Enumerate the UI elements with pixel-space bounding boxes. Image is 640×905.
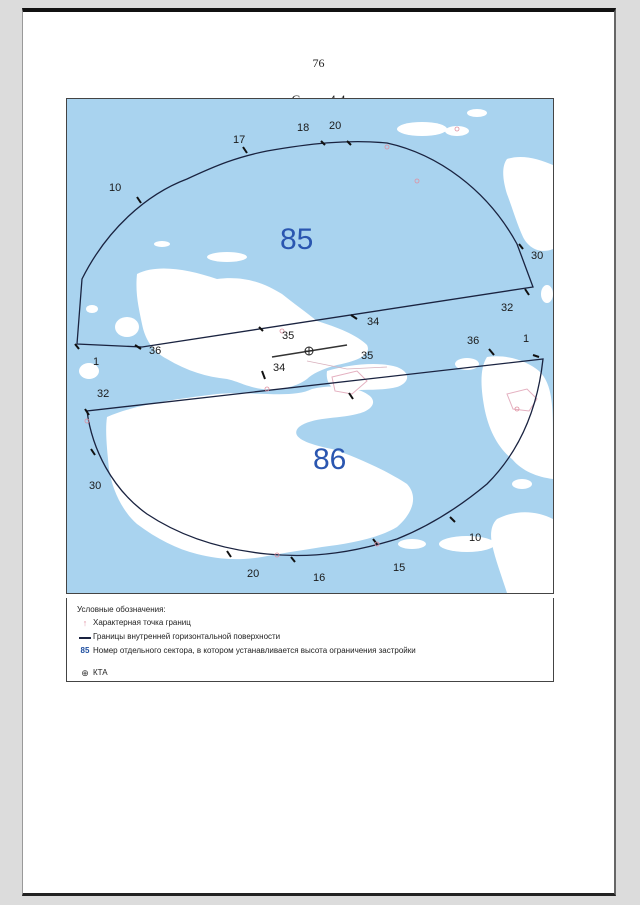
point-label: 1: [523, 333, 530, 345]
islet: [541, 285, 553, 303]
map-legend: [66, 598, 554, 682]
islet: [467, 109, 487, 117]
legend-item-line: [77, 632, 433, 642]
point-label: 30: [89, 480, 102, 492]
islet: [207, 252, 247, 262]
point-label: 18: [297, 122, 310, 134]
map-frame: [66, 98, 554, 594]
islet: [284, 539, 320, 549]
legend-item-text: КТА: [93, 668, 108, 677]
sector-85-label: 85: [280, 223, 314, 256]
point-label: 10: [109, 182, 122, 194]
legend-item-text: Границы внутренней горизонтальной поверхности: [93, 632, 281, 641]
point-label: 34: [273, 362, 286, 374]
legend-title: Условные обозначения:: [77, 605, 166, 614]
point-label: 20: [329, 120, 342, 132]
islet: [512, 479, 532, 489]
land-southern-island: [106, 387, 413, 560]
kta-marker: [305, 347, 313, 355]
islet: [115, 317, 139, 337]
islet: [397, 122, 447, 136]
point-label: 20: [247, 568, 260, 580]
point-label: 35: [282, 330, 295, 342]
point-label: 36: [467, 335, 480, 347]
point-label: 36: [149, 345, 162, 357]
islet: [529, 550, 545, 558]
legend-item-point: [77, 618, 433, 628]
map-svg: [67, 99, 553, 593]
point-label: 35: [361, 350, 374, 362]
land-east-peninsula: [503, 157, 553, 251]
legend-item-sector-number: [77, 646, 433, 656]
line-symbol-icon: [77, 632, 93, 641]
point-label: 32: [97, 388, 110, 400]
point-label: 32: [501, 302, 514, 314]
islet: [439, 536, 495, 552]
point-label: 10: [469, 532, 482, 544]
sector-number-symbol: 85: [80, 646, 90, 655]
page-number: 76: [312, 56, 325, 70]
point-label: 1: [93, 356, 100, 368]
kta-symbol-icon: ⊕: [81, 668, 89, 678]
legend-item-kta: [77, 668, 433, 679]
point-label: 17: [233, 134, 246, 146]
point-label: 30: [531, 250, 544, 262]
point-label: 34: [367, 316, 380, 328]
point-symbol-icon: ↑: [82, 618, 88, 628]
legend-item-text: Характерная точка границ: [93, 618, 191, 627]
point-label: 16: [313, 572, 326, 584]
land-east-coast: [482, 356, 554, 479]
point-label: 15: [393, 562, 406, 574]
sector-86-label: 86: [313, 443, 347, 476]
legend-item-text: Номер отдельного сектора, в котором устанавливается высота ограничения застройки: [93, 646, 416, 655]
islet: [154, 241, 170, 247]
islet: [86, 305, 98, 313]
islet: [398, 539, 426, 549]
